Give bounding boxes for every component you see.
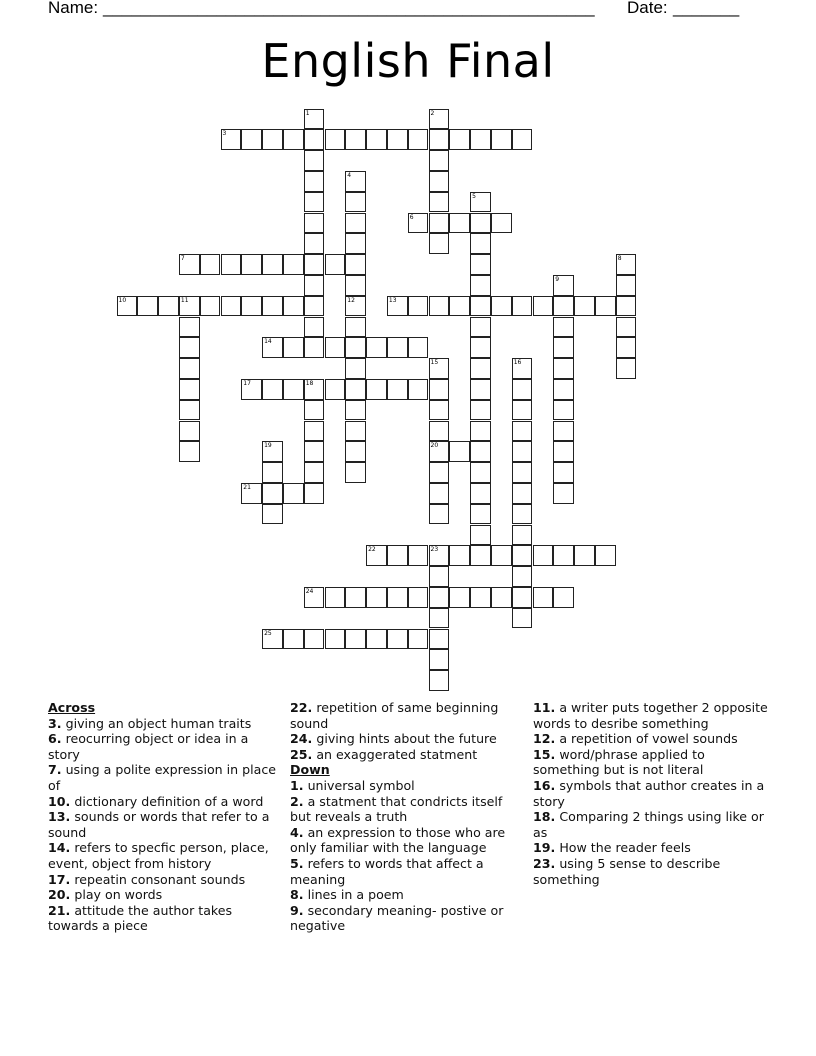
grid-cell[interactable] [345,275,366,296]
grid-cell[interactable] [470,254,491,275]
clue-item [533,809,769,840]
grid-cell[interactable] [533,545,554,566]
grid-cell[interactable] [574,545,595,566]
grid-cell[interactable] [262,296,283,317]
grid-cell[interactable] [408,629,429,650]
clue-number: 16 [513,359,522,367]
grid-cell[interactable] [304,192,325,213]
grid-cell[interactable] [616,296,637,317]
clue-item [290,825,526,856]
grid-cell[interactable] [553,358,574,379]
clue-number-label: 5. [290,855,304,871]
grid-cell[interactable] [429,129,450,150]
clue-number: 12 [347,296,355,304]
clue-number: 10 [118,296,127,304]
clue-item [48,887,284,903]
clue-text: refers to words that affect a meaning [290,855,484,887]
clue-number-label: 9. [290,902,304,918]
grid-cell[interactable] [408,337,429,358]
grid-cell[interactable] [553,421,574,442]
grid-cell[interactable] [387,379,408,400]
grid-cell[interactable] [553,441,574,462]
grid-cell[interactable] [179,421,200,442]
grid-cell[interactable] [553,379,574,400]
grid-cell[interactable] [345,462,366,483]
clue-number-label: 13. [48,809,71,825]
clue-text: lines in a poem [307,887,404,903]
grid-cell[interactable] [429,171,450,192]
grid-cell[interactable] [304,400,325,421]
clue-item [48,903,284,934]
grid-cell[interactable] [491,213,512,234]
clue-number-label: 14. [48,840,71,856]
grid-cell[interactable] [470,213,491,234]
date-label: Date: [627,0,668,17]
grid-cell[interactable] [429,462,450,483]
grid-cell[interactable] [512,462,533,483]
clue-item [48,731,284,762]
grid-cell[interactable] [325,129,346,150]
clue-number-label: 11. [533,700,556,715]
grid-cell[interactable] [387,129,408,150]
grid-cell[interactable] [304,317,325,338]
grid-cell[interactable] [512,296,533,317]
grid-cell[interactable] [470,545,491,566]
grid-cell[interactable] [345,400,366,421]
clue-number-label: 17. [48,871,71,887]
clue-item [48,840,284,871]
clue-number-label: 15. [533,746,556,762]
grid-cell[interactable] [512,483,533,504]
grid-cell[interactable] [221,254,242,275]
grid-cell[interactable] [595,545,616,566]
grid-cell[interactable] [387,337,408,358]
clue-number: 25 [264,629,272,637]
clue-number-label: 25. [290,746,313,762]
grid-cell[interactable] [512,504,533,525]
clue-text: Comparing 2 things using like or as [533,809,764,840]
clue-text: sounds or words that refer to a sound [48,809,270,840]
grid-cell[interactable] [595,296,616,317]
grid-cell[interactable] [345,213,366,234]
clue-number-label: 2. [290,793,304,809]
clue-item [533,731,769,747]
grid-cell[interactable] [241,296,262,317]
clue-item [48,809,284,840]
grid-cell[interactable] [616,358,637,379]
clue-number: 7 [180,255,185,263]
grid-cell[interactable] [304,296,325,317]
grid-cell[interactable] [470,441,491,462]
clue-number-label: 8. [290,887,304,903]
date-line[interactable]: _______ [673,0,740,17]
grid-cell[interactable] [200,296,221,317]
grid-cell[interactable] [449,296,470,317]
grid-cell[interactable] [470,337,491,358]
grid-cell[interactable] [553,337,574,358]
grid-cell[interactable] [262,483,283,504]
clue-item [290,747,526,763]
grid-cell[interactable] [553,296,574,317]
clue-number-label: 10. [48,793,71,809]
clue-number-label: 20. [48,887,71,903]
grid-cell[interactable] [512,525,533,546]
grid-cell[interactable] [345,317,366,338]
clue-item [48,872,284,888]
grid-cell[interactable] [512,545,533,566]
grid-cell[interactable] [512,441,533,462]
grid-cell[interactable] [304,254,325,275]
grid-cell[interactable] [449,441,470,462]
clue-text: reocurring object or idea in a story [48,731,249,762]
grid-cell[interactable] [512,421,533,442]
grid-cell[interactable] [283,337,304,358]
grid-cell[interactable] [179,358,200,379]
grid-cell[interactable] [283,483,304,504]
clue-item [533,700,769,731]
clue-text: secondary meaning- postive or negative [290,902,504,934]
grid-cell[interactable] [179,337,200,358]
grid-cell[interactable] [470,504,491,525]
clue-text: universal symbol [307,777,415,793]
clue-text: repeatin consonant sounds [74,871,246,887]
clue-column-3 [533,700,769,887]
clue-text: How the reader feels [559,840,691,856]
grid-cell[interactable] [408,587,429,608]
clue-number: 15 [430,359,439,367]
clue-item [290,856,526,887]
grid-cell[interactable] [470,587,491,608]
clue-text: symbols that author creates in a story [533,777,765,809]
grid-cell[interactable] [512,129,533,150]
grid-cell[interactable] [366,629,387,650]
grid-cell[interactable] [345,421,366,442]
clue-number: 23 [430,546,439,554]
clue-number-label: 4. [290,824,304,840]
clue-text: repetition of same beginning sound [290,700,499,731]
grid-cell[interactable] [512,608,533,629]
clue-item [533,840,769,856]
grid-cell[interactable] [262,254,283,275]
grid-cell[interactable] [262,129,283,150]
clue-number: 3 [222,130,227,138]
clue-section-heading: Across [48,700,96,715]
clue-item [290,731,526,747]
grid-cell[interactable] [429,192,450,213]
grid-cell[interactable] [137,296,158,317]
grid-cell[interactable] [179,317,200,338]
grid-cell[interactable] [345,379,366,400]
clue-number-label: 1. [290,777,304,793]
grid-cell[interactable] [283,129,304,150]
grid-cell[interactable] [429,150,450,171]
clue-number: 24 [305,587,314,595]
grid-cell[interactable] [304,462,325,483]
grid-cell[interactable] [408,129,429,150]
grid-cell[interactable] [345,337,366,358]
clue-text: play on words [74,887,163,903]
name-line[interactable]: ____________________________________________________ [103,0,595,17]
clue-number: 9 [555,275,560,283]
grid-cell[interactable] [158,296,179,317]
clue-number: 21 [243,483,251,491]
grid-cell[interactable] [345,629,366,650]
grid-cell[interactable] [470,317,491,338]
grid-cell[interactable] [429,233,450,254]
grid-cell[interactable] [449,129,470,150]
grid-cell[interactable] [387,545,408,566]
page-title: English Final [261,34,555,88]
grid-cell[interactable] [491,545,512,566]
clue-item [533,778,769,809]
name-label: Name: [48,0,99,17]
clue-column-2 [290,700,526,934]
grid-cell[interactable] [429,587,450,608]
clue-item [48,762,284,793]
grid-cell[interactable] [512,566,533,587]
grid-cell[interactable] [366,337,387,358]
grid-cell[interactable] [470,296,491,317]
grid-cell[interactable] [304,275,325,296]
grid-cell[interactable] [512,400,533,421]
clue-text: word/phrase applied to something but is not literal [533,746,705,778]
grid-cell[interactable] [574,296,595,317]
grid-cell[interactable] [345,587,366,608]
clue-number: 18 [305,379,314,387]
grid-cell[interactable] [470,525,491,546]
grid-cell[interactable] [325,254,346,275]
grid-cell[interactable] [325,379,346,400]
grid-cell[interactable] [616,337,637,358]
clue-number: 20 [430,442,439,450]
clue-item [290,794,526,825]
clue-item [48,716,284,732]
grid-cell[interactable] [304,629,325,650]
clue-number: 19 [264,442,272,450]
grid-cell[interactable] [221,296,242,317]
clue-number-label: 16. [533,777,556,793]
clue-number: 13 [388,296,397,304]
clue-number-label: 6. [48,731,62,747]
clue-number: 1 [305,109,310,117]
grid-cell[interactable] [345,129,366,150]
grid-cell[interactable] [262,504,283,525]
clue-column-1 [48,700,284,934]
grid-cell[interactable] [345,254,366,275]
grid-cell[interactable] [470,275,491,296]
grid-cell[interactable] [366,129,387,150]
clue-number-label: 3. [48,715,62,731]
clue-number-label: 19. [533,840,556,856]
clue-text: a writer puts together 2 opposite words to desribe something [533,700,768,731]
clue-number: 4 [347,171,352,179]
clue-text: using 5 sense to describe something [533,855,721,887]
grid-cell[interactable] [616,275,637,296]
grid-cell[interactable] [387,587,408,608]
clue-item [290,700,526,731]
clue-item [533,856,769,887]
grid-cell[interactable] [449,213,470,234]
clue-number: 17 [243,379,251,387]
grid-cell[interactable] [449,587,470,608]
grid-cell[interactable] [429,296,450,317]
clue-number-label: 7. [48,762,62,778]
grid-cell[interactable] [408,545,429,566]
grid-cell[interactable] [429,421,450,442]
clue-number: 8 [617,255,622,263]
clue-text: a repetition of vowel sounds [559,731,738,747]
grid-cell[interactable] [325,587,346,608]
clue-item [290,778,526,794]
grid-cell[interactable] [491,129,512,150]
grid-cell[interactable] [429,504,450,525]
grid-cell[interactable] [262,462,283,483]
grid-cell[interactable] [366,379,387,400]
clue-item [290,887,526,903]
clue-item [48,794,284,810]
grid-cell[interactable] [553,400,574,421]
grid-cell[interactable] [304,483,325,504]
grid-cell[interactable] [429,483,450,504]
clue-number: 5 [472,192,476,200]
clue-number-label: 12. [533,731,556,747]
grid-cell[interactable] [283,296,304,317]
clue-number-label: 23. [533,855,556,871]
grid-cell[interactable] [616,317,637,338]
grid-cell[interactable] [470,129,491,150]
grid-cell[interactable] [241,254,262,275]
grid-cell[interactable] [179,379,200,400]
grid-cell[interactable] [345,192,366,213]
grid-cell[interactable] [304,171,325,192]
grid-cell[interactable] [304,233,325,254]
grid-cell[interactable] [429,670,450,691]
grid-cell[interactable] [429,649,450,670]
grid-cell[interactable] [512,379,533,400]
grid-cell[interactable] [470,233,491,254]
grid-cell[interactable] [429,213,450,234]
grid-cell[interactable] [553,462,574,483]
clue-text: refers to specfic person, place, event, object from history [48,840,269,871]
clue-text: attitude the author takes towards a piece [48,902,233,934]
clue-item [533,747,769,778]
grid-cell[interactable] [470,421,491,442]
grid-cell[interactable] [200,254,221,275]
grid-cell[interactable] [553,587,574,608]
grid-cell[interactable] [491,587,512,608]
clue-text: a statment that condricts itself but reveals a truth [290,793,503,825]
clue-text: an exaggerated statment [316,746,478,762]
grid-cell[interactable] [470,379,491,400]
grid-cell[interactable] [304,441,325,462]
grid-cell[interactable] [429,629,450,650]
grid-cell[interactable] [304,213,325,234]
grid-cell[interactable] [553,483,574,504]
grid-cell[interactable] [304,150,325,171]
grid-cell[interactable] [470,483,491,504]
clue-section-heading: Down [290,762,330,778]
grid-cell[interactable] [304,421,325,442]
grid-cell[interactable] [429,566,450,587]
grid-cell[interactable] [283,629,304,650]
grid-cell[interactable] [408,296,429,317]
grid-cell[interactable] [533,587,554,608]
clue-number: 6 [409,213,414,221]
grid-cell[interactable] [429,608,450,629]
clue-text: an expression to those who are only familiar with the language [290,824,506,856]
grid-cell[interactable] [470,358,491,379]
clue-number-label: 21. [48,902,71,918]
grid-cell[interactable] [470,462,491,483]
grid-cell[interactable] [304,337,325,358]
grid-cell[interactable] [179,441,200,462]
grid-cell[interactable] [533,296,554,317]
grid-cell[interactable] [491,296,512,317]
clue-number: 11 [180,296,189,304]
clue-number: 14 [264,338,272,346]
grid-cell[interactable] [345,441,366,462]
grid-cell[interactable] [449,545,470,566]
clue-number-label: 18. [533,809,556,825]
grid-cell[interactable] [470,400,491,421]
clue-text: giving an object human traits [65,715,252,731]
clue-text: dictionary definition of a word [74,793,264,809]
grid-cell[interactable] [241,129,262,150]
clue-number-label: 22. [290,700,313,715]
grid-cell[interactable] [553,545,574,566]
clue-text: using a polite expression in place of [48,762,277,793]
grid-cell[interactable] [325,629,346,650]
grid-cell[interactable] [512,587,533,608]
grid-cell[interactable] [429,400,450,421]
grid-cell[interactable] [366,587,387,608]
grid-cell[interactable] [262,379,283,400]
grid-cell[interactable] [179,400,200,421]
grid-cell[interactable] [345,233,366,254]
grid-cell[interactable] [283,254,304,275]
grid-cell[interactable] [283,379,304,400]
grid-cell[interactable] [325,337,346,358]
grid-cell[interactable] [408,379,429,400]
clue-number: 2 [430,109,435,117]
grid-cell[interactable] [429,379,450,400]
clue-text: giving hints about the future [316,731,497,747]
clue-number: 22 [368,546,376,554]
grid-cell[interactable] [553,317,574,338]
grid-cell[interactable] [345,358,366,379]
grid-cell[interactable] [304,129,325,150]
clue-number-label: 24. [290,731,313,747]
grid-cell[interactable] [387,629,408,650]
clue-item [290,903,526,934]
